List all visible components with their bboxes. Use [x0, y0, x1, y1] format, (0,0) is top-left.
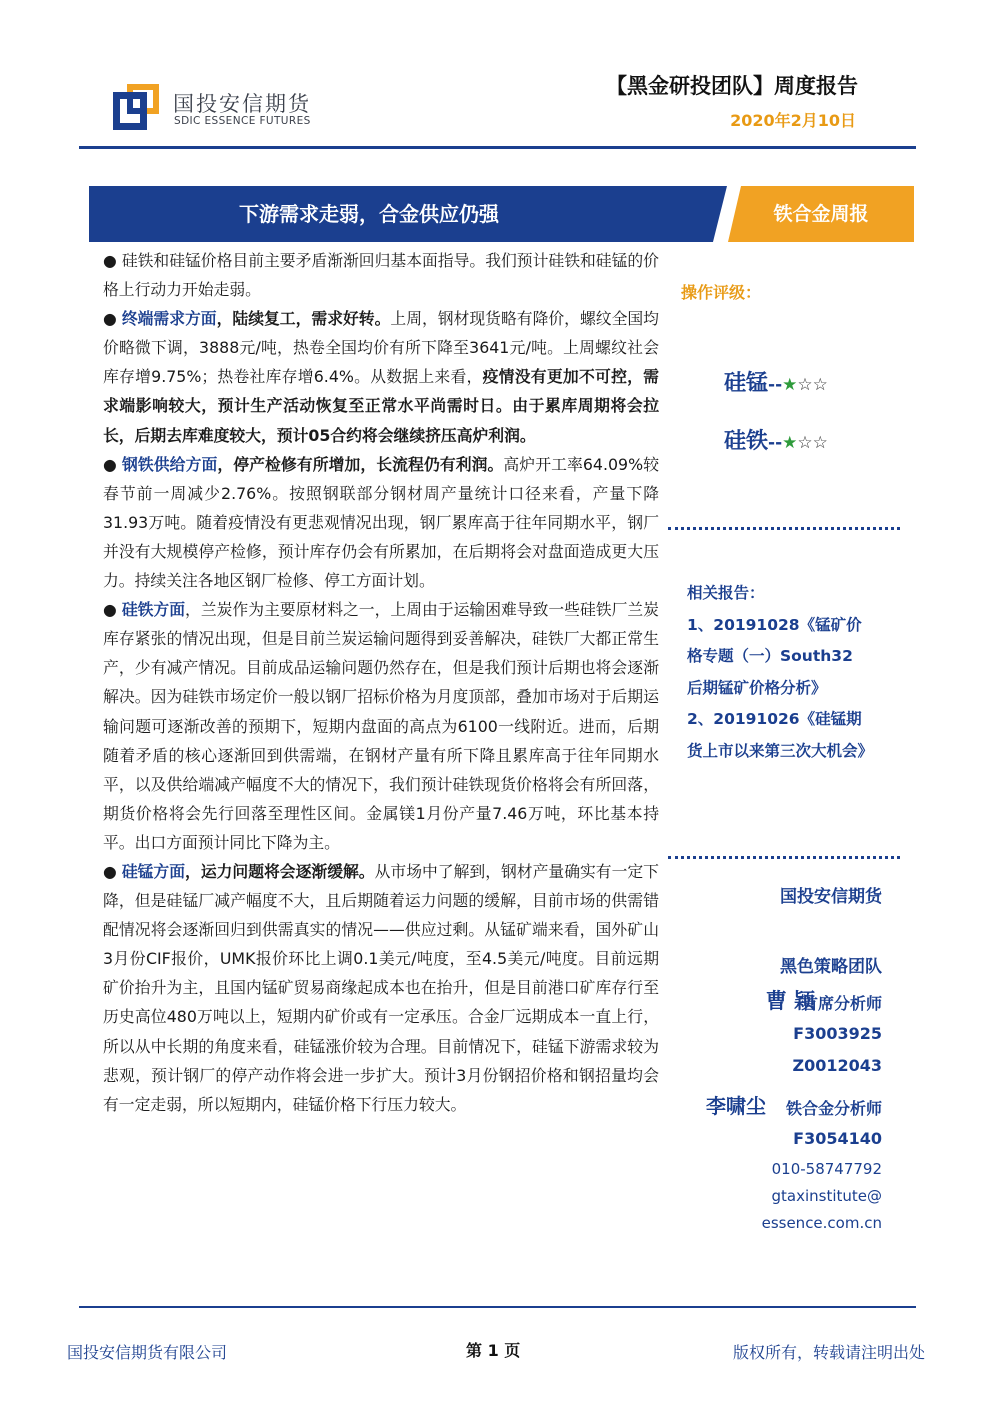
rating-label: 操作评级：: [681, 283, 762, 302]
related-report-line[interactable]: 1、20191028《锰矿价: [687, 615, 862, 634]
analyst-license-id: F3054140: [793, 1129, 882, 1148]
bullet: ●: [103, 861, 122, 881]
bullet: ●: [103, 309, 122, 329]
related-report-line[interactable]: 格专题（一）South32: [687, 647, 853, 665]
star-empty-icon: ☆☆: [797, 433, 828, 453]
section-keyword: 硅铁方面: [121, 600, 186, 620]
section-keyword: 钢铁供给方面: [122, 454, 218, 474]
analyst-title: 首席分析师: [801, 994, 882, 1013]
rating-ferrosilicon: [724, 424, 828, 455]
bullet: ●: [103, 454, 122, 474]
analyst-license-id: Z0012043: [792, 1056, 882, 1075]
main-body: [103, 246, 659, 1119]
paragraph-silicomanganese: [103, 857, 659, 1119]
bullet: ●: [103, 600, 122, 620]
related-report-line[interactable]: 货上市以来第三次大机会》: [687, 741, 874, 760]
related-report-line[interactable]: 2、20191026《硅锰期: [687, 710, 862, 728]
rating-dash: --: [768, 375, 783, 395]
related-report-line[interactable]: 后期锰矿价格分析》: [687, 678, 827, 697]
headline-title: 下游需求走弱，合金供应仍强: [239, 202, 499, 226]
paragraph-emphasis: 疫情没有更加不可控，需求端影响较大，预计生产活动恢复至正常水平尚需时日。由于累库周期将会拉长，后期去库难度较大，预计05合约将会继续挤压高炉利润。: [103, 367, 659, 445]
report-category-label: 铁合金周报: [773, 203, 869, 225]
footer-company: 国投安信期货有限公司: [67, 1343, 228, 1362]
paragraph-steel-supply: [103, 450, 659, 595]
star-empty-icon: ☆☆: [797, 375, 828, 395]
rating-silicomanganese: [724, 366, 828, 397]
paragraph-demand: [103, 304, 659, 449]
footer-divider: [79, 1306, 916, 1308]
section-lead: ，陆续复工，需求好转。: [216, 309, 391, 329]
contact-phone: 010-58747792: [771, 1160, 882, 1178]
rating-product-name: 硅锰: [724, 371, 769, 396]
paragraph-ferrosilicon: [103, 595, 659, 857]
header-divider: [79, 146, 916, 149]
paragraph-text: 硅铁和硅锰价格目前主要矛盾渐渐回归基本面指导。我们预计硅铁和硅锰的价格上行动力开始走弱。: [103, 251, 659, 300]
paragraph-summary: [103, 246, 659, 304]
page-number: 第 1 页: [466, 1341, 521, 1360]
logo-text-cn: 国投安信期货: [173, 92, 311, 116]
copyright-notice: 版权所有，转载请注明出处: [732, 1343, 925, 1362]
paragraph-text: 从市场中了解到，钢材产量确实有一定下降，但是硅锰厂减产幅度不大，且后期随着运力问题的缓解，目前市场的供需错配情况将会逐渐回归到供需真实的情况——供应过剩。从锰矿端来看，国外矿山3月份CIF报价，UMK报价环比上调0.1美元/吨度，至4.5美元/吨度。目前远期矿价抬升为主，且国内锰矿贸易商缘起成本也在抬升，但是目前港口矿库存行至历史高位480万吨以上，短期内矿价或有一定承压。合金厂远期成本一直上行，所以从中长期的角度来看，硅锰涨价较为合理。目前情况下，硅锰下游需求较为悲观，预计钢厂的停产动作将会进一步扩大。预计3月份钢招价格和钢招量均会有一定走弱，所以短期内，硅锰价格下行压力较大。: [103, 861, 659, 1114]
related-reports: [687, 578, 897, 767]
star-filled-icon: ★: [782, 375, 798, 395]
section-lead: ，运力问题将会逐渐缓解。: [185, 861, 375, 881]
rating-dash: --: [768, 433, 783, 453]
report-date: 2020年2月10日: [730, 111, 856, 130]
company-logo-icon: [113, 84, 159, 130]
section-keyword: 硅锰方面: [121, 861, 186, 881]
report-type-title: 【黑金研投团队】周度报告: [606, 74, 858, 98]
analyst-title: 铁合金分析师: [785, 1099, 882, 1118]
paragraph-text: ，兰炭作为主要原材料之一，上周由于运输困难导致一些硅铁厂兰炭库存紧张的情况出现，但是目前兰炭运输问题得到妥善解决，硅铁厂大都正常生产，少有减产情况。目前成品运输问题仍然存在，但是我们预计后期也将会逐渐解决。因为硅铁市场定价一般以钢厂招标价格为月度顶部，叠加市场对于后期运输问题可逐渐改善的预期下，短期内盘面的高点为6100一线附近。进而，后期随着矛盾的核心逐渐回到供需端，在钢材产量有所下降且累库高于往年同期水平，以及供给端减产幅度不大的情况下，我们预计硅铁现货价格将会有所回落，期货价格将会先行回落至理性区间。金属镁1月份产量7.46万吨，环比基本持平。出口方面预计同比下降为主。: [103, 600, 659, 852]
rating-product-name: 硅铁: [724, 429, 769, 454]
sidebar-divider: [668, 527, 900, 530]
star-filled-icon: ★: [782, 433, 798, 453]
sidebar-divider: [668, 856, 900, 859]
section-lead: ，停产检修有所增加，长流程仍有利润。: [217, 454, 504, 474]
related-reports-title: 相关报告：: [687, 584, 765, 602]
section-keyword: 终端需求方面: [121, 309, 217, 329]
bullet: ●: [103, 251, 122, 270]
analyst-license-id: F3003925: [793, 1024, 882, 1043]
contact-email[interactable]: essence.com.cn: [761, 1214, 882, 1232]
contact-email[interactable]: gtaxinstitute@: [771, 1187, 882, 1205]
paragraph-text: 高炉开工率64.09%较春节前一周减少2.76%。按照钢联部分钢材周产量统计口径来看，产量下降31.93万吨。随着疫情没有更悲观情况出现，钢厂累库高于往年同期水平，钢厂并没有大规模停产检修，预计库存仍会有所累加，在后期将会对盘面造成更大压力。持续关注各地区钢厂检修、停工方面计划。: [103, 454, 659, 591]
analyst-name: 曹 颖: [765, 989, 815, 1013]
logo-text-en: SDIC ESSENCE FUTURES: [174, 115, 311, 127]
contact-team: 黑色策略团队: [780, 957, 882, 977]
analyst-name: 李啸尘: [706, 1094, 766, 1118]
contact-company: 国投安信期货: [780, 887, 882, 907]
paragraph-text: 上周，钢材现货略有降价，螺纹全国均价略微下调，3888元/吨，热卷全国均价有所下降至3641元/吨。上周螺纹社会库存增9.75%；热卷社库存增6.4%。从数据上来看，: [103, 309, 659, 387]
